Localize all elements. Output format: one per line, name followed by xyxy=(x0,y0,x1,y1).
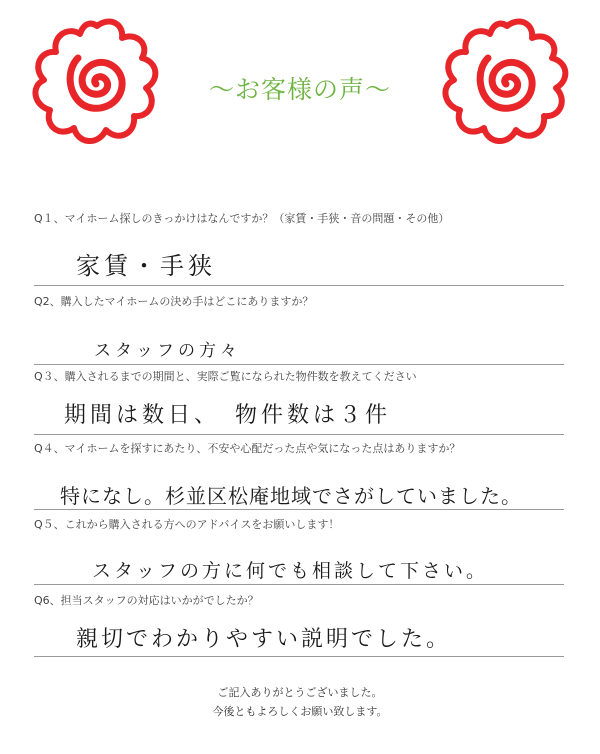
closing-regards: 今後ともよろしくお願い致します。 xyxy=(212,705,388,718)
question-6: Q6、担当スタッフの対応はいかがでしたか？ xyxy=(34,594,259,607)
answer-2: スタッフの方々 xyxy=(94,341,241,361)
answer-3: 期間は数日、 物件数は３件 xyxy=(64,403,392,428)
question-5: Q５、これから購入される方へのアドバイスをお願いします！ xyxy=(34,518,340,531)
answer-line-4 xyxy=(34,509,564,510)
answer-4: 特になし。杉並区松庵地域でさがしていました。 xyxy=(60,484,522,508)
answer-5: スタッフの方に何でも相談して下さい。 xyxy=(92,560,489,582)
answer-6: 親切でわかりやすい説明でした。 xyxy=(76,627,452,652)
question-3: Q３、購入されるまでの期間と、実際ご覧になられた物件数を教えてください xyxy=(34,370,417,383)
answer-line-2 xyxy=(34,364,564,365)
question-4: Q４、マイホームを探すにあたり、不安や心配だった点や気になった点はありますか？ xyxy=(34,442,461,455)
answer-line-5 xyxy=(34,584,564,585)
answer-1: 家賃・手狭 xyxy=(76,252,216,280)
question-1: Q１、マイホーム探しのきっかけはなんですか？（家賃・手狭・音の問題・その他） xyxy=(34,212,450,225)
page-title: ～お客様の声～ xyxy=(208,75,391,104)
answer-line-3 xyxy=(34,434,564,435)
question-2: Q2、購入したマイホームの決め手はどこにありますか？ xyxy=(34,295,314,308)
answer-line-1 xyxy=(34,285,564,286)
closing-thanks: ご記入ありがとうございました。 xyxy=(217,686,383,699)
answer-line-6 xyxy=(34,656,564,657)
